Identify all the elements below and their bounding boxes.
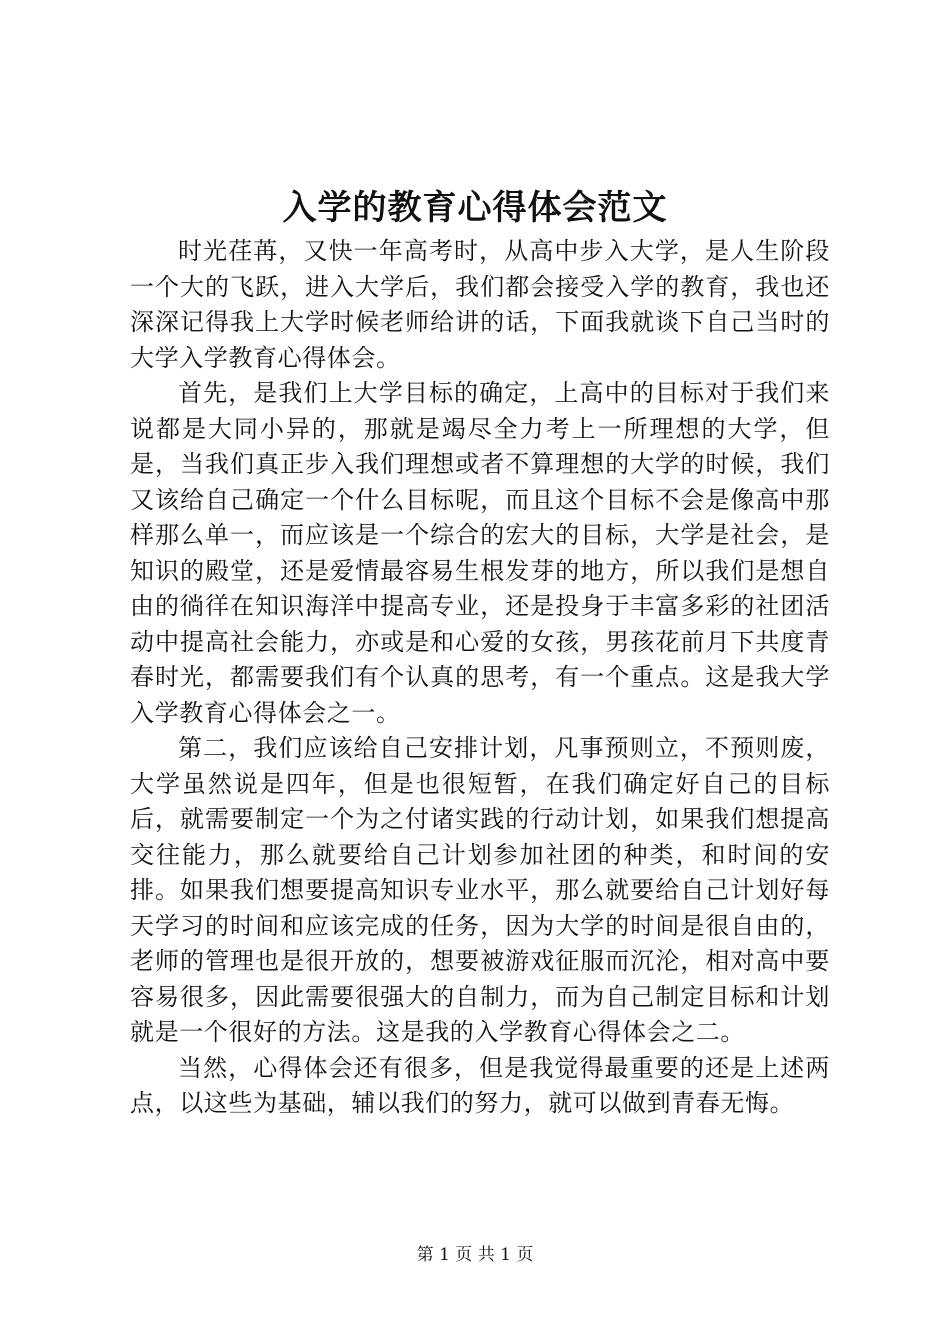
document-body [130, 234, 830, 1122]
paragraph-1: 时光荏苒，又快一年高考时，从高中步入大学，是人生阶段一个大的飞跃，进入大学后，我们都会接受入学的教育，我也还深深记得我上大学时候老师给讲的话，下面我就谈下自己当时的大学入学教育心得体会。 [130, 237, 830, 372]
document-title: 入学的教育心得体会范文 [282, 188, 668, 228]
paragraph-3: 第二，我们应该给自己安排计划，凡事预则立，不预则废，大学虽然说是四年，但是也很短暂，在我们确定好自己的目标后，就需要制定一个为之付诸实践的行动计划，如果我们想提高交往能力，那么就要给自己计划参加社团的种类，和时间的安排。如果我们想要提高知识专业水平，那么就要给自己计划好每天学习的时间和应该完成的任务，因为大学的时间是很自由的，老师的管理也是很开放的，想要被游戏征服而沉沦，相对高中要容易很多，因此需要很强大的自制力，而为自己制定目标和计划就是一个很好的方法。这是我的入学教育心得体会之二。 [130, 734, 830, 1046]
paragraph-2: 首先，是我们上大学目标的确定，上高中的目标对于我们来说都是大同小异的，那就是竭尽全力考上一所理想的大学，但是，当我们真正步入我们理想或者不算理想的大学的时候，我们又该给自己确定一个什么目标呢，而且这个目标不会是像高中那样那么单一，而应该是一个综合的宏大的目标，大学是社会，是知识的殿堂，还是爱情最容易生根发芽的地方，所以我们是想自由的徜徉在知识海洋中提高专业，还是投身于丰富多彩的社团活动中提高社会能力，亦或是和心爱的女孩，男孩花前月下共度青春时光，都需要我们有个认真的思考，有一个重点。这是我大学入学教育心得体会之一。 [130, 379, 830, 727]
page-footer: 第 1 页 共 1 页 [416, 1245, 534, 1265]
paragraph-4: 当然，心得体会还有很多，但是我觉得最重要的还是上述两点，以这些为基础，辅以我们的努力，就可以做到青春无悔。 [130, 1053, 830, 1117]
